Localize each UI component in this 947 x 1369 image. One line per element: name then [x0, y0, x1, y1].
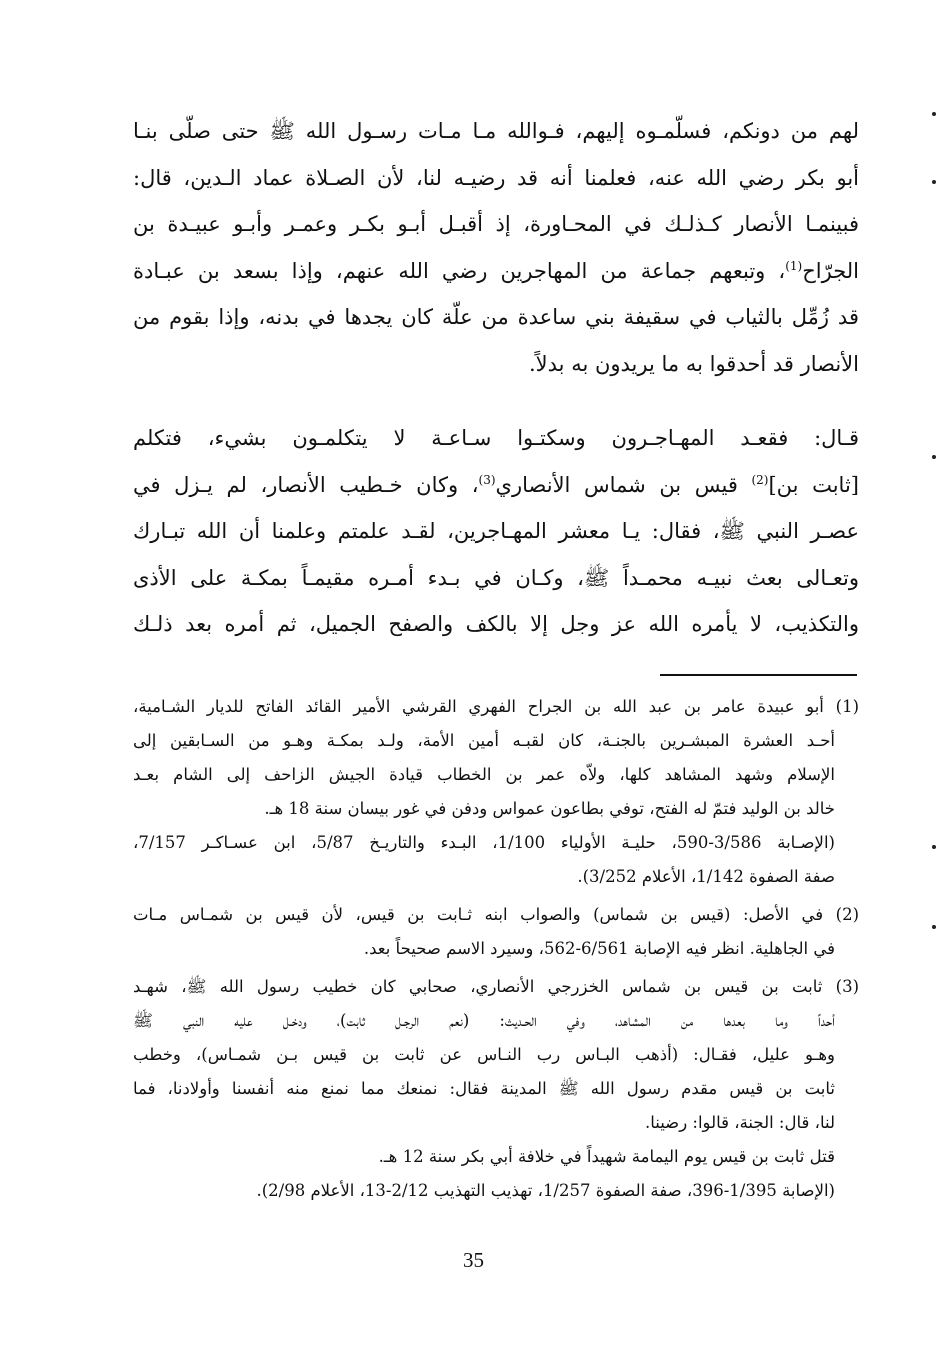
footnote-3	[133, 970, 859, 1208]
footnote-line: (3) ثابت بن قيس بن شماس الخزرجي الأنصاري، صحابي كان خطيب رسول الله ﷺ، شهـد	[133, 977, 859, 996]
scan-speck	[932, 845, 936, 849]
main-text	[133, 108, 859, 648]
footnote-line: ثابت بن قيس مقدم رسول الله ﷺ المدينة فقال: نمنعك مما نمنع منه أنفسنا وأولادنا، فما	[133, 1079, 835, 1098]
text-segment: الجرّاح	[802, 258, 859, 283]
footnote-line: أحـد العشرة المبشـرين بالجنـة، كان لقبـه أمين الأمة، ولـد بمكـة وهـو من السـابقين إلى	[133, 731, 835, 750]
text-line: الأنصار قد أحدقوا به ما يريدون به بدلاً.	[529, 351, 859, 376]
text-line: قـال: فقعـد المهـاجـرون وسكتـوا سـاعـة لا يتكلمـون بشيء، فتكلم	[133, 426, 859, 450]
footnote-line: خالد بن الوليد فتمّ له الفتح، توفي بطاعون عمواس ودفن في غور بيسان سنة 18 هـ.	[264, 799, 835, 818]
footnote-ref-1[interactable]: (1)	[785, 258, 803, 273]
scan-speck	[932, 455, 936, 459]
scan-speck	[932, 925, 936, 929]
text-line-with-footnote-refs	[133, 462, 859, 509]
text-line-with-footnote-ref	[133, 248, 859, 295]
footnote-line: قتل ثابت بن قيس يوم اليمامة شهيداً في خلافة أبي بكر سنة 12 هـ.	[378, 1147, 835, 1166]
footnotes	[133, 690, 859, 1208]
text-line: والتكذيب، لا يأمره الله عز وجل إلا بالكف والصفح الجميل، ثم أمره بعد ذلـك	[133, 612, 859, 636]
scan-speck	[932, 112, 936, 116]
footnote-separator	[660, 674, 857, 676]
footnote-2	[133, 898, 859, 966]
text-segment: [ثابت بن]	[768, 472, 859, 497]
text-line: فبينمـا الأنصار كـذلـك في المحـاورة، إذ أقبـل أبـو بكـر وعمـر وأبـو عبيـدة بن	[133, 212, 859, 236]
paragraph-1	[133, 108, 859, 387]
paragraph-2	[133, 415, 859, 648]
text-line: لهم من دونكم، فسلّمـوه إليهم، فـوالله مـا مـات رسـول الله ﷺ حتى صلّى بنـا	[133, 119, 859, 143]
footnote-line: أحداً وما بعدها من المشاهد، وفي الحـديث: (نعم الرجـل ثابت)، ودخـل عليه النبي ﷺ	[133, 1011, 835, 1030]
text-line: أبو بكر رضي الله عنه، فعلمنا أنه قد رضيـه لنا، لأن الصـلاة عماد الـدين، قال:	[133, 165, 859, 190]
footnote-line: (الإصابة 1/395-396، صفة الصفوة 1/257، تهذيب التهذيب 2/12-13، الأعلام 2/98).	[256, 1181, 835, 1200]
text-segment: ، وكان خـطيب الأنصار، لم يـزل في	[133, 472, 479, 497]
footnote-line: في الجاهلية. انظر فيه الإصابة 6/561-562، وسيرد الاسم صحيحاً بعد.	[363, 939, 835, 958]
footnote-line: (2) في الأصل: (قيس بن شماس) والصواب ابنه ثـابت بن قيس، لأن قيس بن شمـاس مـات	[133, 905, 859, 924]
text-line: وتعـالى بعث نبيـه محمـداً ﷺ، وكـان في بـدء أمـره مقيمـاً بمكـة على الأذى	[133, 565, 859, 590]
footnote-line: (الإصـابة 3/586-590، حليـة الأولياء 1/100، البـدء والتاريـخ 5/87، ابن عسـاكـر 7/157،	[133, 833, 835, 852]
scan-speck	[932, 180, 936, 184]
footnote-line: الإسلام وشهد المشاهد كلها، ولاّه عمر بن الخطاب قيادة الجيش الزاحف إلى الشام بعـد	[133, 765, 835, 784]
footnote-1	[133, 690, 859, 894]
text-segment: قيس بن شماس الأنصاري	[495, 472, 752, 497]
footnote-line: صفة الصفوة 1/142، الأعلام 3/252).	[577, 867, 835, 886]
footnote-line: (1) أبو عبيدة عامر بن عبد الله بن الجراح الفهري القرشي الأمير القائد الفاتح للديار الشـامية،	[133, 697, 859, 716]
footnote-line: لنا، قال: الجنة، قالوا: رضينا.	[644, 1113, 835, 1132]
text-line: قد زُمِّل بالثياب في سقيفة بني ساعدة من علّة كان يجدها في بدنه، وإذا بقوم من	[133, 305, 859, 329]
footnote-ref-2[interactable]: (2)	[751, 472, 769, 487]
page-number: 35	[463, 1248, 484, 1272]
footnote-line: وهـو عليل، فقـال: (أذهب البـاس رب النـاس عن ثابت بن قيس بـن شمـاس)، وخطب	[133, 1045, 835, 1064]
text-line: عصـر النبي ﷺ، فقال: يـا معشر المهـاجرين، لقـد علمتم وعلمنا أن الله تبـارك	[133, 519, 859, 543]
text-segment: ، وتبعهم جماعة من المهاجرين رضي الله عنهم، وإذا بسعد بن عبـادة	[133, 258, 786, 283]
footnote-ref-3[interactable]: (3)	[478, 472, 496, 487]
